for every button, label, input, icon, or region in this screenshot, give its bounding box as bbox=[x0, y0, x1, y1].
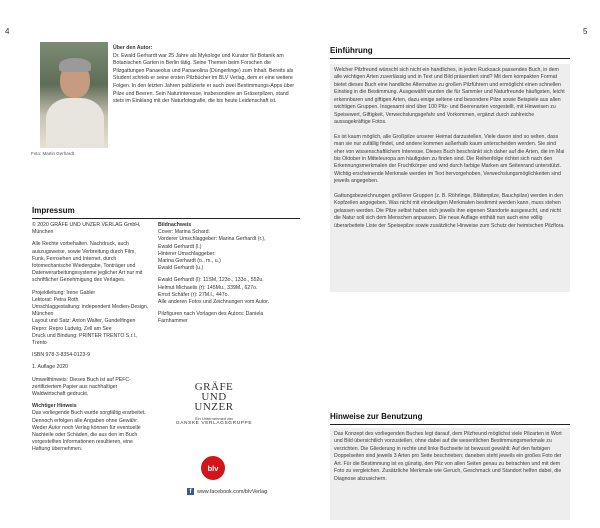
hinweise-text-box bbox=[330, 428, 570, 520]
picture-credits-figures: Pilzfiguren nach Vorlagen des Autors: Daniela Farnhammer bbox=[158, 311, 264, 325]
logo-subline: Ein Unternehmen der bbox=[194, 416, 234, 421]
einfuehrung-heading: Einführung bbox=[330, 46, 373, 55]
einfuehrung-text-box bbox=[330, 64, 570, 292]
blv-logo: blv bbox=[201, 456, 225, 480]
page-number-left: 4 bbox=[5, 27, 10, 36]
facebook-url[interactable]: www.facebook.com/blvVerlag bbox=[197, 488, 268, 495]
warning-text: Das vorliegende Buch wurde sorgfältig erarbeitet. Dennoch erfolgen alle Angaben ohne Gewähr. Weder Autor noch Verlag können für eventuelle Nachteile oder Schäden, die aus den im Buch vorgestellten Informationen resultieren, eine Haftung übernehmen. bbox=[32, 410, 146, 453]
impressum-rights: Alle Rechte vorbehalten. Nachdruck, auch auszugsweise, sowie Verbreitung durch Film, Funk, Fernsehen und Internet, durch fotomechanische Wiedergabe, Tonträger und Datenverarbeitungssysteme jeglicher Art nur mit schriftlicher Genehmigung des Verlages. bbox=[32, 241, 143, 284]
einfuehrung-rule bbox=[330, 58, 570, 59]
facebook-link[interactable] bbox=[187, 488, 267, 495]
author-heading: Über den Autor: bbox=[113, 45, 153, 51]
impressum-isbn: ISBN 978-3-8354-0123-9 bbox=[32, 352, 90, 359]
impressum-edition: 1. Auflage 2020 bbox=[32, 364, 69, 371]
hinweise-heading: Hinweise zur Benutzung bbox=[330, 412, 423, 421]
author-photo bbox=[40, 42, 108, 148]
picture-credits-photos: Ewald Gerhardt (l): 11SM, 123o., 133o., 552u. Helmut Michaelis (r): 145Mu., 339M., 627o. Ernst Schäfer (r): 27M.l., 447o. Alle anderen Fotos und Zeichnungen vom Autor. bbox=[158, 277, 270, 306]
picture-credits-heading: Bildnachweis bbox=[158, 222, 192, 228]
impressum-right-column bbox=[158, 222, 274, 331]
page-number-right: 5 bbox=[583, 27, 588, 36]
photo-credit: Foto: Martin Gerhardt bbox=[31, 151, 75, 156]
author-text: Dr. Ewald Gerhardt war 25 Jahre als Mykologe und Kurator für Botanik am Botanischen Garten in Berlin tätig. Seine Themen beim Forschen die Pilzgattungen Panaeolus und Panaeolina (Düngerlinge) zum Inhalt. Bereits als Student schrieb er seine ersten Pilzbücher im BLV Verlag, dem er eine weitere Folgen. In den letzten Jahren publizierte er auch zwei Bestimmungs-Apps über Pilze und Beeren. Sein Naturinteresse, insbesondere an Gräserpilzen, stand stets im Einklang mit der Naturfotografie, die bis heute Leidenschaft ist. bbox=[113, 52, 295, 105]
impressum-environment: Umwelthinweis: Dieses Buch ist auf PEFC-zertifiziertem Papier aus nachhaltiger Waldwirtschaft gedruckt. bbox=[32, 376, 131, 398]
impressum-heading: Impressum bbox=[32, 206, 75, 215]
impressum-rule bbox=[32, 218, 300, 219]
einfuehrung-paragraph-2: Es ist kaum möglich, alle Großpilze unserer Heimat darzustellen. Viele davon sind so selten, dass man sie nur zufällig findet, und andere kommen außerhalb kaum unterscheiden werden. Sie sind eher von wissenschaftlichem Interesse. Dieses Buch beschränkt sich daher auf die Arten, die im Mai bis Oktober in Mitteleuropa am häufigsten zu finden sind. Die Reihenfolge richtet sich nach den Erkennungsmerkmalen der Fruchtkörper und wird durch farbige Marken am Seitenrand unterstützt. Wichtig erscheinende Merkmale werden im Text hervorgehoben, Verwechslungsmöglichkeiten sind jeweils angegeben. bbox=[334, 133, 565, 185]
warning-heading: Wichtiger Hinweis bbox=[32, 403, 77, 410]
publisher-group: GANSKE VERLAGSGRUPPE bbox=[175, 421, 253, 426]
einfuehrung-paragraph-1: Welcher Pilzfreund wünscht sich nicht ein handliches, in jeden Rucksack passendes Buch, in dem alle wichtigen Arten zuverlässig und in Text und Bild präsentiert sind? Mit dem kompakten Format bietet dieses Buch eine handliche Alternative zu großen Pilzführern und ermöglicht einen schnellen Einstieg in die Bestimmung. Ausgewählt wurden die für Sammler und Naturfreunde häufigsten, leicht erkennbaren und giftigen Arten, dazu einige seltene und besondere Pilze sowie Beispiele aus allen wichtigen Gruppen. Insgesamt sind über 100 Pilz- und Beerenarten vorgestellt, mit Hinweisen zu Speisewert, Giftigkeit, Verwechslungsgefahr und Vorkommen, ergänzt durch zahlreiche aussagekräftige Fotos. bbox=[334, 67, 565, 126]
impressum-credits: Projektleitung: Irene Gabler Lektorat: Petra Roth Umschlaggestaltung: independent Medien-Design, München Layout und Satz: Anton Walter, Gundelfingen Repro: Repro Ludwig, Zell am See Druck und Bindung: PRINTER TRENTO S.r.l., Trento bbox=[32, 289, 149, 347]
picture-credits-cover: Cover: Marina Schard: Vorderer Umschlaggeber: Marina Gerhardt (r.), Ewald Gerhardt (l.) Hinterer Umschlaggeber: Marina Gerhardt (o., m., u.) Ewald Gerhardt (u.) bbox=[158, 229, 266, 272]
hinweise-rule bbox=[330, 424, 570, 425]
graefe-und-unzer-logo: GRÄFE UND UNZER Ein Unternehmen der GANSKE VERLAGSGRUPPE bbox=[175, 381, 253, 426]
impressum-left-column bbox=[32, 222, 150, 454]
hinweise-text: Das Konzept des vorliegenden Buches legt darauf, dem Pilzfreund möglichst viele Pilzarten in Wort und Bild übersichtlich vorzustellen, ohne dabei auf die wesentlichen Bestimmungsmerkmale zu verzichten. Die Gliederung in rechte und linke Buchseite ist bewusst gewählt: Auf den farbigen Doppelseiten sind jeweils 3 Arten pro Seite beschrieben; daneben steht jeweils ein großes Foto der Art. Für die Bestimmung ist es günstig, den Pilz von allen Seiten genau zu betrachten und mit dem Foto zu vergleichen. Zusätzliche Merkmale wie Geruch, Geschmack und Standort helfen dabei, die Diagnose abzusichern. bbox=[334, 431, 562, 482]
einfuehrung-paragraph-3: Gattungsbezeichnungen größerer Gruppen (z. B. Röhrlinge, Blätterpilze, Bauchpilze) werden in den Kopfzeilen angegeben. Was nicht mit eindeutigen Merkmalen bestimmt werden kann, muss stehen gelassen werden. Die Pilze selbst haben sich jeweils ihre eigenen Standorte ausgesucht, und nicht die Natur soll sich dem Menschen anpassen. Die neue Auflage enthält nun auch eine völlig überarbeitete Liste der Speisepilze sowie zusätzliche Hinweise zum Schutz der heimischen Pilzflora. bbox=[334, 192, 565, 229]
impressum-copyright: © 2020 GRÄFE UND UNZER VERLAG GmbH, München bbox=[32, 222, 141, 236]
facebook-icon: f bbox=[187, 488, 194, 495]
author-bio bbox=[113, 45, 298, 106]
